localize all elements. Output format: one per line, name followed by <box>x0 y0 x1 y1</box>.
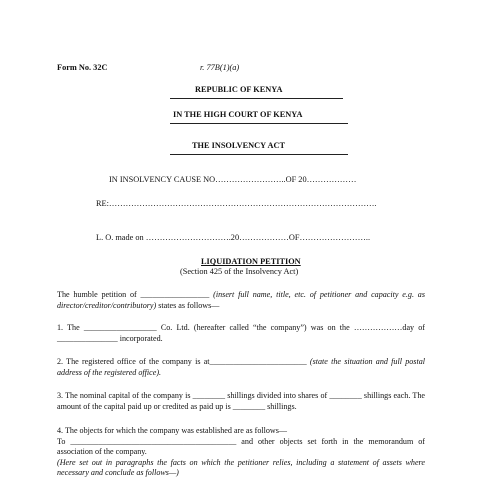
lo-made-line: L. O. made on ………………………….20………………OF…………………….. <box>96 233 371 242</box>
paragraph-2 <box>57 357 425 378</box>
rule-3 <box>170 154 348 155</box>
title-court: IN THE HIGH COURT OF KENYA <box>173 110 303 119</box>
petition-subtitle: (Section 425 of the Insolvency Act) <box>180 267 299 276</box>
intro-instruction: (insert full name, title, etc. of petitioner and capacity e.g. as director/creditor/contributory) <box>57 290 425 310</box>
paragraph-3: 3. The nominal capital of the company is ________ shillings divided into shares of ________ shillings each. The amount of the capital paid up or credited as paid up is ________ shillings. <box>57 391 425 411</box>
intro-end: states as follows— <box>156 300 220 310</box>
paragraph-1: 1. The __________________ Co. Ltd. (hereafter called “the company”) was on the ………………day of _______________ incorporated. <box>57 323 425 343</box>
re-line: RE:……………………………………………………………………………………. <box>96 199 377 208</box>
petition-title: LIQUIDATION PETITION <box>201 257 301 266</box>
title-act: THE INSOLVENCY ACT <box>192 141 285 150</box>
insolvency-cause-line: IN INSOLVENCY CAUSE NO……………………..OF 20……………… <box>109 175 357 184</box>
rule-reference: r. 77B(1)(a) <box>200 63 240 72</box>
p2-instruction: (state the situation and full postal address of the registered office). <box>57 357 425 377</box>
p4-objects: To _________________________________________ and other objects set forth in the memorandum of association of the company. <box>57 436 425 457</box>
paragraph-intro <box>57 290 425 311</box>
p4-instruction: (Here set out in paragraphs the facts on which the petitioner relies, including a statement of assets where necessary and conclude as follows—) <box>57 457 425 478</box>
intro-text: The humble petition of _________________ <box>57 290 214 299</box>
paragraph-4 <box>57 426 425 479</box>
form-number: Form No. 32C <box>57 63 108 72</box>
title-republic: REPUBLIC OF KENYA <box>195 85 283 94</box>
p4-lead: 4. The objects for which the company was established are as follows— <box>57 426 288 435</box>
p2-text: 2. The registered office of the company is at________________________ <box>57 357 310 366</box>
rule-2 <box>170 123 348 124</box>
rule-1 <box>170 98 343 99</box>
